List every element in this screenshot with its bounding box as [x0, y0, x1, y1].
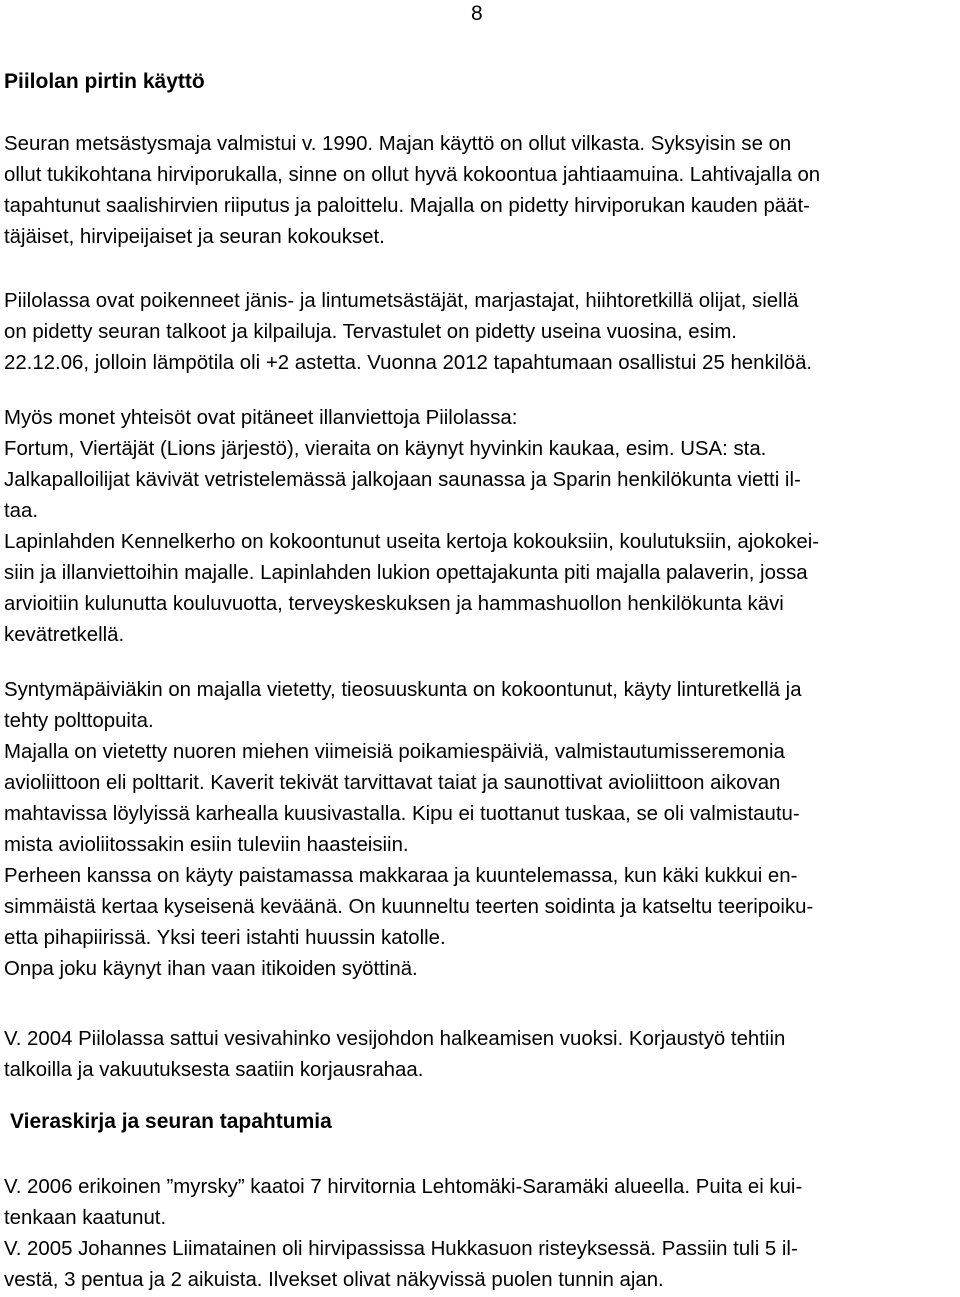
text-line: tapahtunut saalishirvien riiputus ja paloittelu. Majalla on pidetty hirviporukan kauden päät-	[4, 195, 810, 217]
text-line: Syntymäpäiviäkin on majalla vietetty, tieosuuskunta on kokoontunut, käyty linturetkellä ja	[4, 679, 802, 701]
text-line: Majalla on vietetty nuoren miehen viimeisiä poikamiespäiviä, valmistautumisseremonia	[4, 741, 785, 763]
text-line: tehty polttopuita.	[4, 710, 154, 732]
section-heading-piilolan-pirtin-kaytto: Piilolan pirtin käyttö	[4, 70, 205, 93]
text-line: on pidetty seuran talkoot ja kilpailuja. Tervastulet on pidetty useina vuosina, esim.	[4, 321, 737, 343]
text-line: mahtavissa löylyissä karhealla kuusivastalla. Kipu ei tuottanut tuskaa, se oli valmistautu-	[4, 803, 800, 825]
paragraph-juhlat-ja-retket	[4, 675, 813, 985]
paragraph-vieraskirja-tapahtumat	[4, 1172, 802, 1296]
text-line: V. 2006 erikoinen ”myrsky” kaatoi 7 hirvitornia Lehtomäki-Saramäki alueella. Puita ei kui-	[4, 1176, 803, 1198]
text-line: Piilolassa ovat poikenneet jänis- ja lintumetsästäjät, marjastajat, hiihtoretkillä olijat, siellä	[4, 290, 799, 312]
text-line: taa.	[4, 500, 39, 522]
text-line: V. 2005 Johannes Liimatainen oli hirvipassissa Hukkasuon risteyksessä. Passiin tuli 5 il-	[4, 1238, 798, 1260]
text-line: arvioitiin kulunutta kouluvuotta, terveyskeskuksen ja hammashuollon henkilökunta kävi	[4, 593, 784, 615]
text-line: 22.12.06, jolloin lämpötila oli +2 astetta. Vuonna 2012 tapahtumaan osallistui 25 henkilöä.	[4, 352, 813, 374]
text-line: V. 2004 Piilolassa sattui vesivahinko vesijohdon halkeamisen vuoksi. Korjaustyö tehtiin	[4, 1028, 786, 1050]
text-line: Onpa joku käynyt ihan vaan itikoiden syöttinä.	[4, 958, 418, 980]
text-line: avioliittoon eli polttarit. Kaverit tekivät tarvittavat taiat ja saunottivat avioliittoon aikovan	[4, 772, 781, 794]
text-line: Jalkapalloilijat kävivät vetristelemässä jalkojaan saunassa ja Sparin henkilökunta vietti il-	[4, 469, 801, 491]
paragraph-majan-kaytto	[4, 129, 820, 253]
text-line: Lapinlahden Kennelkerho on kokoontunut useita kertoja kokouksiin, koulutuksiin, ajokokei-	[4, 531, 820, 553]
section-heading-vieraskirja: Vieraskirja ja seuran tapahtumia	[10, 1110, 332, 1133]
text-line: etta pihapiirissä. Yksi teeri istahti huussin katolle.	[4, 927, 446, 949]
text-line: Fortum, Viertäjät (Lions järjestö), vieraita on käynyt hyvinkin kaukaa, esim. USA: sta.	[4, 438, 767, 460]
text-line: tenkaan kaatunut.	[4, 1207, 167, 1229]
text-line: Seuran metsästysmaja valmistui v. 1990. Majan käyttö on ollut vilkasta. Syksyisin se on	[4, 133, 792, 155]
text-line: Perheen kanssa on käyty paistamassa makkaraa ja kuuntelemassa, kun käki kukkui en-	[4, 865, 798, 887]
text-line: talkoilla ja vakuutuksesta saatiin korjausrahaa.	[4, 1059, 424, 1081]
text-line: täjäiset, hirvipeijaiset ja seuran kokoukset.	[4, 226, 385, 248]
text-line: simmäistä kertaa kyseisenä keväänä. On kuunneltu teerten soidinta ja katseltu teeripoiku-	[4, 896, 814, 918]
text-line: Myös monet yhteisöt ovat pitäneet illanviettoja Piilolassa:	[4, 407, 518, 429]
text-line: mista avioliitossakin esiin tuleviin haasteisiin.	[4, 834, 409, 856]
paragraph-vesivahinko	[4, 1024, 785, 1086]
text-line: siin ja illanviettoihin majalle. Lapinlahden lukion opettajakunta piti majalla palaverin, jossa	[4, 562, 808, 584]
page-number: 8	[471, 2, 483, 25]
paragraph-yhteisojen-illanvietot	[4, 403, 819, 651]
text-line: kevätretkellä.	[4, 624, 125, 646]
text-line: ollut tukikohtana hirviporukalla, sinne on ollut hyvä kokoontua jahtiaamuina. Lahtivajalla on	[4, 164, 821, 186]
paragraph-piilolan-kavijat	[4, 286, 812, 379]
text-line: vestä, 3 pentua ja 2 aikuista. Ilvekset olivat näkyvissä puolen tunnin ajan.	[4, 1269, 664, 1291]
